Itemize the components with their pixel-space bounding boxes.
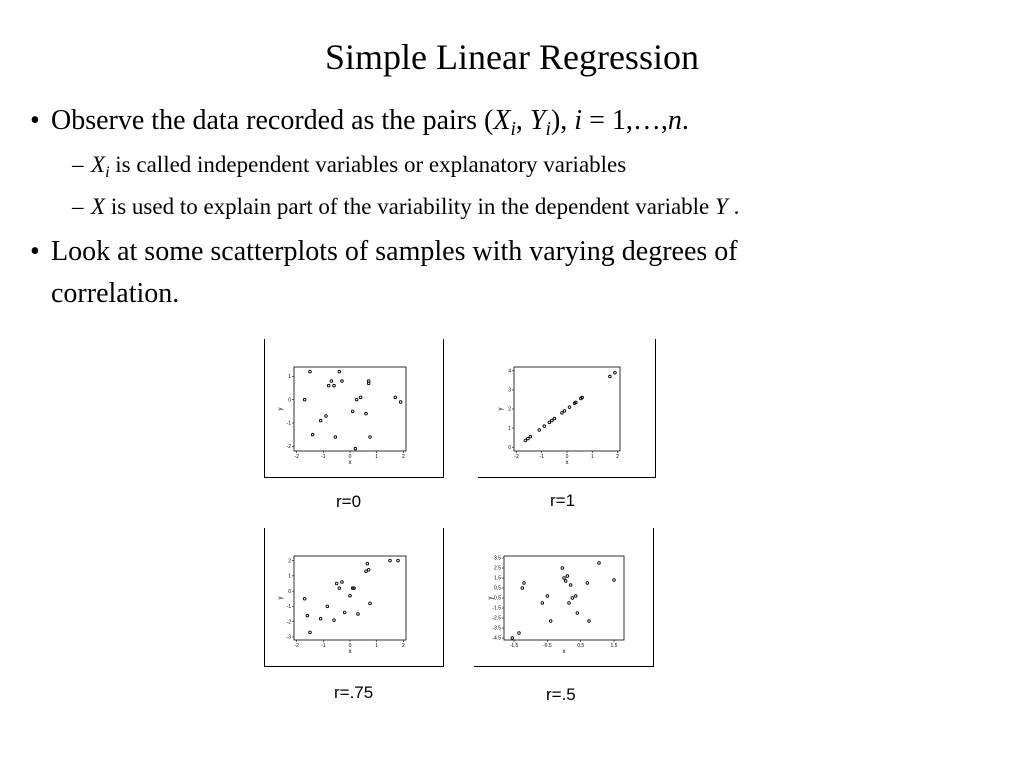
caption-r0: r=0: [336, 492, 362, 511]
y-tick-label: -2.5: [492, 615, 501, 622]
y-tick-label: 0: [288, 588, 291, 595]
scatterplot-r75: [264, 528, 444, 668]
data-point: [351, 410, 354, 413]
data-point: [334, 436, 337, 439]
data-point: [330, 380, 333, 383]
data-point: [568, 406, 571, 409]
bullet-marker: •: [30, 236, 40, 267]
data-point: [563, 410, 566, 413]
data-point: [613, 579, 616, 582]
caption-r1: r=1: [550, 491, 576, 510]
plot-box: [294, 556, 406, 640]
data-point: [576, 612, 579, 615]
scatter-svg: [474, 528, 654, 668]
x-tick-label: -1: [321, 643, 326, 649]
data-point: [338, 370, 341, 373]
data-point: [609, 375, 612, 378]
data-point: [394, 396, 397, 399]
x-axis-label: x: [348, 649, 352, 655]
data-point: [365, 412, 368, 415]
y-tick-label: 1.5: [494, 575, 501, 582]
scatter-svg: [478, 339, 656, 479]
x-tick-label: -2: [294, 454, 299, 460]
data-point: [541, 602, 544, 605]
y-tick-label: -2: [286, 619, 291, 626]
x-tick-label: 1: [375, 454, 379, 460]
y-tick-label: 2.5: [494, 565, 501, 572]
data-point: [311, 433, 314, 436]
y-tick-label: -1: [286, 604, 291, 611]
data-point: [367, 382, 370, 385]
data-point: [397, 559, 400, 562]
data-point: [355, 398, 358, 401]
y-tick-label: 2: [508, 406, 511, 413]
y-tick-label: 0: [288, 397, 291, 404]
data-point: [588, 620, 591, 623]
y-tick-label: -1.5: [492, 605, 501, 612]
y-tick-label: -3.5: [492, 625, 501, 632]
data-point: [349, 594, 352, 597]
plot-box: [294, 367, 406, 451]
x-tick-label: -0.5: [543, 643, 552, 649]
data-point: [306, 614, 309, 617]
data-point: [366, 562, 369, 565]
data-point: [527, 437, 530, 440]
data-point: [341, 581, 344, 584]
data-point: [341, 380, 344, 383]
data-point: [309, 631, 312, 634]
data-point: [399, 401, 402, 404]
data-point: [518, 632, 521, 635]
y-tick-label: 2: [288, 558, 291, 565]
x-tick-label: 2: [616, 454, 619, 460]
x-tick-label: -1.5: [509, 643, 519, 649]
y-tick-label: 0.5: [494, 585, 501, 592]
x-tick-label: 2: [401, 454, 405, 460]
sub-bullet-independent: $X_i$ is called independent variables or explanatory variables: [91, 152, 627, 181]
data-point: [319, 419, 322, 422]
data-point: [367, 568, 370, 571]
data-point: [614, 371, 617, 374]
data-point: [569, 584, 572, 587]
bullet-marker: •: [30, 105, 40, 136]
data-point: [524, 439, 527, 442]
data-point: [549, 620, 552, 623]
data-point: [369, 602, 372, 605]
data-point: [359, 396, 362, 399]
data-point: [303, 398, 306, 401]
data-point: [343, 611, 346, 614]
y-tick-label: 3.5: [494, 555, 501, 562]
x-tick-label: 0.5: [577, 643, 585, 649]
y-tick-label: 4: [508, 368, 511, 375]
data-point: [327, 384, 330, 387]
data-point: [325, 415, 328, 418]
sub-bullet-dash: –: [72, 194, 84, 219]
x-tick-label: 0: [565, 454, 569, 460]
data-point: [561, 412, 564, 415]
data-point: [548, 421, 551, 424]
data-point: [538, 429, 541, 432]
x-axis-label: x: [562, 649, 566, 655]
x-tick-label: -2: [514, 454, 519, 460]
data-point: [309, 370, 312, 373]
data-point: [511, 637, 514, 640]
x-tick-label: 0: [348, 454, 352, 460]
y-tick-label: -2: [286, 444, 291, 451]
data-point: [574, 595, 577, 598]
data-point: [586, 582, 589, 585]
caption-r5: r=.5: [546, 685, 576, 704]
data-point: [333, 384, 336, 387]
data-point: [529, 435, 532, 438]
scatter-svg: [264, 339, 444, 479]
slide-title: Simple Linear Regression: [325, 37, 699, 77]
y-tick-label: -1: [286, 420, 291, 427]
x-tick-label: -1: [321, 454, 326, 460]
y-axis-label: y: [278, 407, 284, 411]
scatter-svg: [264, 528, 444, 668]
x-tick-label: -2: [294, 643, 299, 649]
x-axis-label: x: [348, 460, 352, 466]
data-point: [523, 582, 526, 585]
data-point: [571, 597, 574, 600]
x-tick-label: 0: [348, 643, 352, 649]
data-point: [564, 580, 567, 583]
data-point: [566, 575, 569, 578]
data-point: [543, 425, 546, 428]
caption-r75: r=.75: [334, 683, 374, 702]
data-point: [568, 602, 571, 605]
data-point: [357, 613, 360, 616]
data-point: [551, 419, 554, 422]
data-point: [546, 595, 549, 598]
bullet-scatterplots-line1: Look at some scatterplots of samples with varying degrees of: [51, 236, 738, 267]
x-tick-label: 1: [375, 643, 379, 649]
bullet-observe-data: Observe the data recorded as the pairs ($X_i$, $Y_i$), i = 1,…,n.: [51, 105, 689, 140]
data-point: [598, 562, 601, 565]
scatterplot-r1: [478, 339, 656, 479]
data-point: [389, 559, 392, 562]
scatterplot-r0: [264, 339, 444, 479]
data-point: [553, 417, 556, 420]
x-tick-label: 1: [590, 454, 594, 460]
data-point: [563, 577, 566, 580]
data-point: [319, 617, 322, 620]
y-tick-label: -0.5: [492, 595, 501, 602]
y-axis-label: y: [488, 596, 494, 600]
bullet-scatterplots-line2: correlation.: [51, 278, 180, 309]
y-tick-label: -4.5: [492, 635, 501, 642]
sub-bullet-dash: –: [72, 152, 84, 177]
sub-bullet-explain: X is used to explain part of the variability in the dependent variable Y .: [91, 194, 740, 219]
data-point: [369, 436, 372, 439]
data-point: [521, 587, 524, 590]
data-point: [303, 597, 306, 600]
data-point: [326, 605, 329, 608]
x-tick-label: -1: [539, 454, 544, 460]
y-tick-label: 1: [288, 374, 291, 381]
y-tick-label: 0: [508, 444, 511, 451]
plot-box: [514, 367, 620, 451]
scatterplot-r5: [474, 528, 654, 668]
data-point: [333, 619, 336, 622]
y-tick-label: 1: [288, 573, 291, 580]
x-tick-label: 1.5: [610, 643, 618, 649]
data-point: [561, 567, 564, 570]
x-axis-label: x: [565, 460, 569, 466]
y-tick-label: 3: [508, 387, 511, 394]
data-point: [335, 582, 338, 585]
data-point: [338, 587, 341, 590]
data-point: [354, 447, 357, 450]
y-axis-label: y: [278, 596, 284, 600]
data-point: [365, 570, 368, 573]
plot-box: [504, 556, 624, 640]
y-tick-label: 1: [508, 425, 511, 432]
x-tick-label: 2: [401, 643, 405, 649]
y-axis-label: y: [498, 407, 504, 411]
y-tick-label: -3: [286, 634, 291, 641]
